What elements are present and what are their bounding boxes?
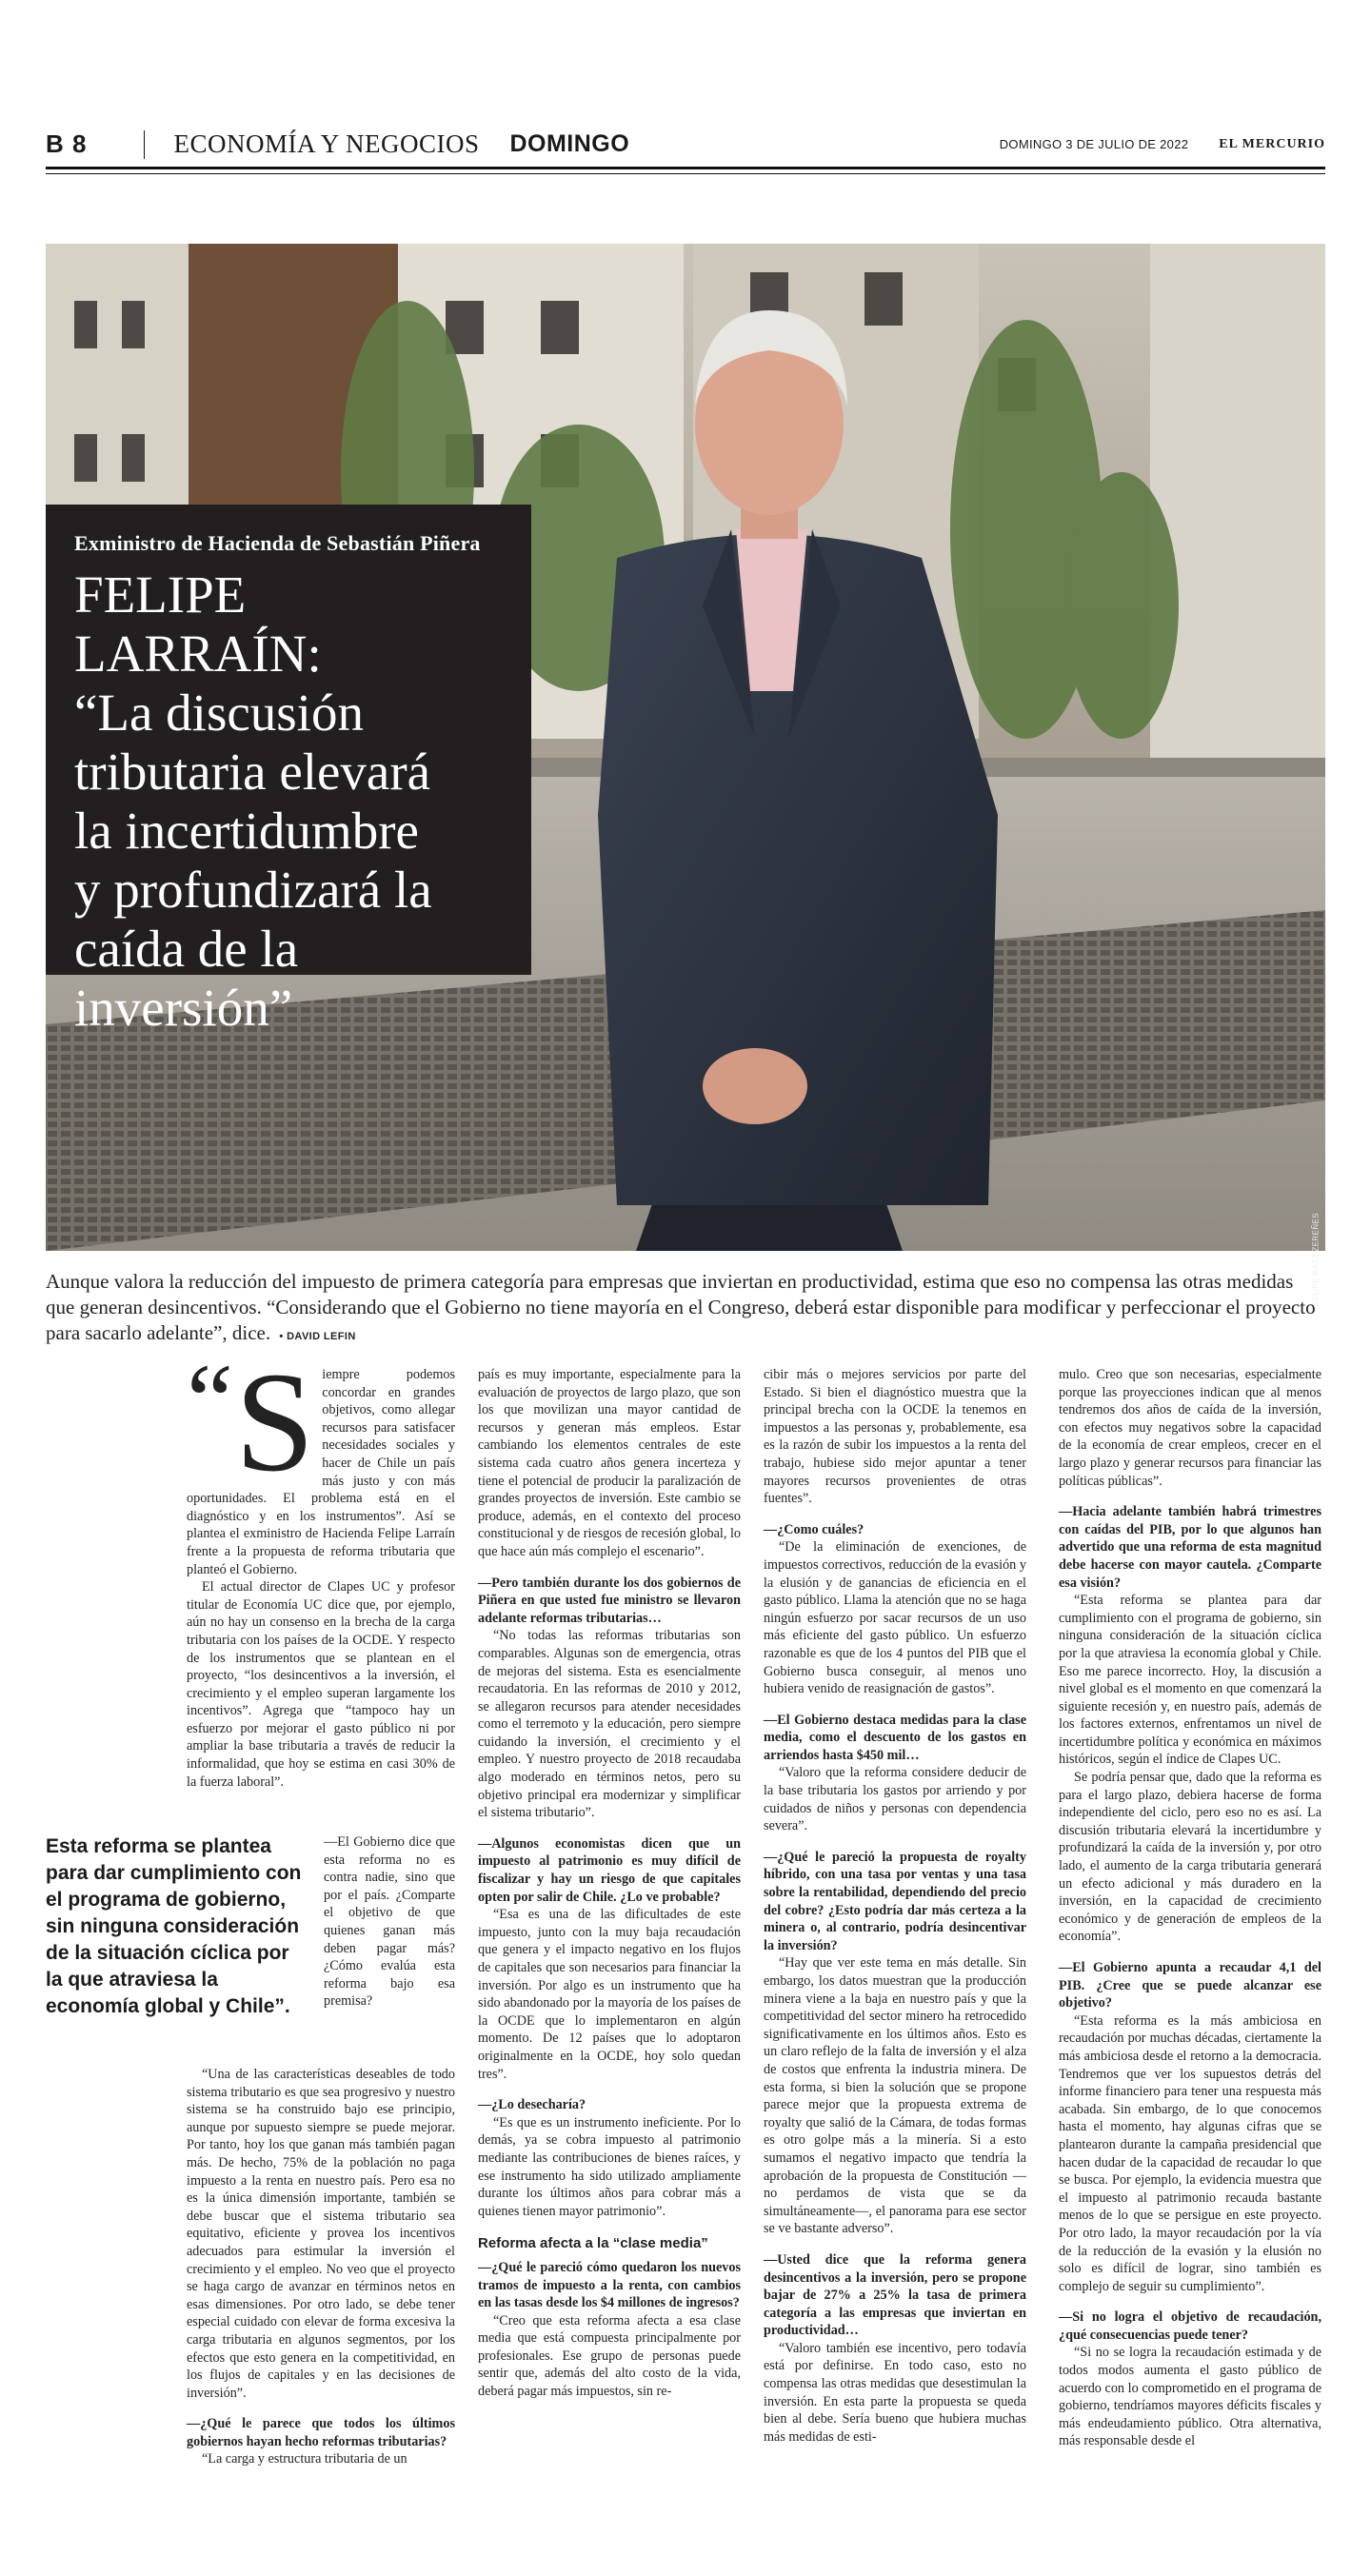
article-column-2	[478, 1366, 741, 2401]
pull-quote-text: Esta reforma se plantea para dar cumplimiento con el programa de gobierno, sin ninguna consideración de la situación cíclica por la que atraviesa la economía global y Chile”.	[46, 1835, 302, 2017]
paragraph: mulo. Creo que son necesarias, especialmente porque las proyecciones indican que al menos tendremos dos años de caída de la inversión, con efectos muy negativos sobre la capacidad de la economía de crear empleos, crecer en el largo plazo y generar recursos para financiar las políticas públicas”.	[1059, 1367, 1321, 1489]
paragraph: iempre podemos concordar en grandes objetivos, como allegar recursos para satisfacer necesidades sociales y hacer de Chile un país más justo y con más oportunidades. El problema está en el diagnóstico y en los instrumentos”. Así se plantea el exministro de Hacienda Felipe Larraín frente a la propuesta de reforma tributaria que planteó el Gobierno.	[187, 1367, 455, 1577]
paragraph: “Esta reforma se plantea para dar cumplimiento con el programa de gobierno, sin ninguna consideración de la situación cíclica por la que atraviesa la economía global y Chile. Eso me parece incorrecto. Hoy, la discusión a nivel global es el momento en que comenzará la siguiente recesión y, en nuestro país, además de los factores externos, enfrentamos un nivel de incertidumbre política y económica en máximos históricos, según el índice de Clapes UC.	[1059, 1593, 1321, 1768]
paragraph: “Esta reforma es la más ambiciosa en recaudación por muchas décadas, ciertamente la más ambiciosa desde el retorno a la democracia. Tendremos que ver los supuestos detrás del informe financiero para tener una respuesta más acabada. Sin embargo, de lo que conocemos hasta el momento, hay algunas cifras que se plantearon durante la campaña presidencial que hacen dudar de la capacidad de recaudar lo que se busca. Por ejemplo, la evidencia muestra que el impuesto al patrimonio recauda bastante menos de lo que se persigue en este proyecto. Por otro lado, la mayor recaudación por la vía de la reducción de la evasión y la elusión no solo es difícil de lograr, sino también es complejo de seguir su cumplimiento”.	[1059, 2012, 1321, 2294]
headline-line: tributaria elevará	[74, 743, 431, 801]
paragraph: cibir más o mejores servicios por parte del Estado. Si bien el diagnóstico muestra que la principal brecha con la OCDE la tenemos en impuestos a las personas y, probablemente, esa es la razón de subir los impuestos a la renta del trabajo, hubiese sido mejor apuntar a tener mayores recursos provenientes de otras fuentes”.	[764, 1367, 1026, 1507]
headline	[74, 565, 503, 1038]
byline: • DAVID LEFIN	[279, 1331, 356, 1342]
paragraph: país es muy importante, especialmente para la evaluación de proyectos de largo plazo, que son los que movilizan una mayor cantidad de recursos y generan más empleos. Estar cambiando los elementos centrales de este sistema cada cuatro años genera incerteza y tiene el potencial de producir la paralización de grandes proyectos de inversión. Este cambio se produce, además, en el contexto del proceso constitucional y de riesgos de recesión global, lo que hace aún más complejo el escenario”.	[478, 1367, 741, 1559]
interview-question: —¿Como cuáles?	[764, 1521, 864, 1537]
paragraph: “Esa es una de las dificultades de este impuesto, junto con la muy baja recaudación que genera y el impacto negativo en los flujos de capitales que son necesarios para financiar la inversión. Por algo es un instrumento que ha sido abandonado por la mayoría de los países de la OCDE que lo implementaron en algún momento. De 12 países que lo adoptaron originalmente en la OCDE, hoy solo quedan tres”.	[478, 1907, 741, 2082]
paragraph: “Valoro que la reforma considere deducir de la base tributaria los gastos por arriendo y por cuidados de niños y personas con dependencia severa”.	[764, 1765, 1026, 1834]
interview-question: —Usted dice que la reforma genera desincentivos a la inversión, pero se propone bajar de 27% a 25% la tasa de primera categoría a las empresas que inviertan en productividad…	[764, 2251, 1026, 2339]
newspaper-name: EL MERCURIO	[1219, 136, 1325, 151]
paragraph: “Hay que ver este tema en más detalle. Sin embargo, los datos muestran que la producción minera viene a la baja en nuestro país y que la competitividad del sector minero ha retrocedido significativamente en los últimos años. Esto es un claro reflejo de la falta de inversión y el alza de costos que enfrenta la industria minera. De esta forma, si bien la solución que se propone parece mejor que la propuesta extrema de royalty que salió de la Cámara, de todas formas es otro golpe más a la minería. Si a esto sumamos el negativo impacto que tendría la aprobación de la propuesta de Constitución —no perdamos de vista que se da simultáneamente—, el panorama para ese sector se ve bastante adverso”.	[764, 1955, 1026, 2237]
interview-question: —Hacia adelante también habrá trimestres con caídas del PIB, por lo que algunos han advertido que una reforma de esta magnitud debe hacerse con mayor cautela. ¿Comparte esa visión?	[1059, 1504, 1321, 1591]
headline-box	[46, 505, 531, 1037]
paragraph: “Es que es un instrumento ineficiente. Por lo demás, ya se cobra impuesto al patrimonio mediante las contribuciones de bienes raíces, y ese instrumento ha sido utilizado ampliamente durante los últimos años para cobrar más a quienes tienen mayor patrimonio”.	[478, 2114, 741, 2219]
article-column-1-continued	[187, 2066, 455, 2468]
opening-quote-mark: “	[187, 1342, 233, 1458]
paragraph: “La carga y estructura tributaria de un	[202, 2451, 407, 2467]
section-title: ECONOMÍA Y NEGOCIOS	[173, 129, 480, 158]
section-day: DOMINGO	[509, 130, 630, 157]
paragraph: Se podría pensar que, dado que la reforma es para el largo plazo, debiera hacerse de forma independiente del ciclo, pero eso no es así. La discusión tributaria elevará la incertidumbre y profundizará la caída de la inversión y, por otro lado, el aumento de la carga tributaria generará un efecto adicional y más duradero en la inversión, en la capacidad de crecimiento económico y de generación de empleos de la economía”.	[1059, 1770, 1321, 1945]
drop-cap: S	[234, 1343, 315, 1501]
interview-question: —¿Qué le pareció cómo quedaron los nuevos tramos de impuesto a la renta, con cambios en las tasas desde los $4 millones de ingresos?	[478, 2259, 741, 2311]
headline-line: y profundizará la	[74, 861, 432, 919]
interview-question: —¿Qué le parece que todos los últimos gobiernos hayan hecho reformas tributarias?	[187, 2416, 455, 2449]
page-number: B 8	[46, 129, 88, 158]
interview-question: —Algunos economistas dicen que un impuesto al patrimonio es muy difícil de fiscalizar y hay un riesgo de que capitales opten por salir de Chile. ¿Lo ve probable?	[478, 1835, 741, 1905]
headline-line: “La discusión	[74, 684, 364, 742]
masthead-right	[1000, 137, 1325, 152]
paragraph: “Si no se logra la recaudación estimada y de todos modos aumenta el gasto público de acuerdo con lo comprometido en el programa de gobierno, tendríamos mayores déficits fiscales y más endeudamiento público. Otra alternativa, más responsable desde el	[1059, 2345, 1321, 2449]
interview-question: —¿Qué le pareció la propuesta de royalty híbrido, con una tasa por ventas y una tasa sobre la rentabilidad, dependiendo del precio del cobre? ¿Esto podría dar más certeza a la minera o, al contrario, podría desincentivar la inversión?	[764, 1849, 1026, 1953]
interview-question: —El Gobierno destaca medidas para la clase media, como el descuento de los gastos en arriendos hasta $450 mil…	[764, 1712, 1026, 1763]
photo-credit: FELIPE RAZZ ZEREÑES	[1311, 1213, 1320, 1307]
headline-line: inversión”	[74, 979, 293, 1037]
paragraph: “Creo que esta reforma afecta a esa clase media que está compuesta principalmente por profesionales. Ese grupo de personas puede sentir que, además del alto costo de la vida, deberá pagar más impuestos, sin re-	[478, 2312, 741, 2400]
subheading: Reforma afecta a la “clase media”	[478, 2235, 708, 2252]
headline-line: la incertidumbre	[74, 802, 419, 860]
interview-question: —Si no logra el objetivo de recaudación, ¿qué consecuencias puede tener?	[1059, 2309, 1321, 2343]
article-column-1-question	[324, 1833, 455, 2011]
paragraph: El actual director de Clapes UC y profesor titular de Economía UC dice que, por ejemplo, aún no hay un consenso en la brecha de la carga tributaria con los países de la OCDE. Y respecto de los instrumentos que se plantean en el proyecto, “los desincentivos a la inversión, el crecimiento y el empleo superan largamente los incentivos”. Agrega que “tampoco hay un esfuerzo por mejorar el gasto público ni por ampliar la base tributaria a través de reducir la informalidad, que hoy se estima en casi 30% de la fuerza laboral”.	[187, 1579, 455, 1790]
interview-question: —El Gobierno apunta a recaudar 4,1 del PIB. ¿Cree que se puede alcanzar ese objetivo?	[1059, 1960, 1321, 2011]
article-column-4	[1059, 1366, 1321, 2450]
edition-date: DOMINGO 3 DE JULIO DE 2022	[999, 137, 1189, 151]
kicker: Exministro de Hacienda de Sebastián Piñera	[74, 531, 481, 555]
headline-line: caída de la	[74, 920, 299, 978]
paragraph: “Una de las características deseables de todo sistema tributario es que sea progresivo y nuestro sistema se ha construido bajo ese principio, aunque por supuesto siempre se puede mejorar. Por tanto, hoy los que ganan más también pagan más. De hecho, 75% de la población no paga impuesto a la renta en nuestro país. Pero esa no es la única dimensión importante, también se debe buscar que el sistema tributario sea equitativo, eficiente y provea los incentivos adecuados para estimular la inversión el crecimiento y el empleo. No veo que el proyecto se haga cargo de avanzar en términos netos en esas dimensiones. Por otro lado, se debe tener especial cuidado con elevar de forma excesiva la carga tributaria en algunos segmentos, por los efectos que esto genera en la competitividad, en los flujos de capitales y en las decisiones de inversión”.	[187, 2067, 455, 2401]
masthead	[46, 122, 1325, 169]
lead-text: Aunque valora la reducción del impuesto de primera categoría para empresas que inviertan en productividad, estima que eso no compensa las otras medidas que generan desincentivos. “Considerando que el Gobierno no tiene mayoría en el Congreso, deberá estar disponible para modificar y perfeccionar el proyecto para sacarlo adelante”, dice.	[46, 1270, 1316, 1344]
opening-paragraph	[187, 1342, 455, 1578]
lead-paragraph	[46, 1269, 1325, 1350]
headline-line: FELIPE LARRAÍN:	[74, 565, 322, 683]
pull-quote	[46, 1833, 303, 2020]
article-column-1	[187, 1342, 455, 1791]
masthead-divider	[144, 130, 145, 159]
paragraph: “No todas las reformas tributarias son comparables. Algunas son de emergencia, otras de mejoras del sistema. Esta es esencialmente recaudatoria. En las reformas de 2010 y 2012, se allegaron recursos para atender necesidades como el terremoto y la educación, pero siempre cuidando la inversión, el crecimiento y el empleo. Y nuestro proyecto de 2018 recaudaba algo moderado en términos netos, pero su objetivo principal era modernizar y simplificar el sistema tributario”.	[478, 1628, 741, 1821]
interview-question: —¿Lo desecharía?	[478, 2097, 586, 2113]
interview-question: —Pero también durante los dos gobiernos de Piñera en que usted fue ministro se llevaron adelante reformas tributarias…	[478, 1575, 741, 1626]
interview-question: —El Gobierno dice que esta reforma no es contra nadie, sino que por el país. ¿Comparte el objetivo de que quienes ganan más deben pagar más? ¿Cómo evalúa esta reforma bajo esa premisa?	[324, 1834, 455, 2010]
article-column-3	[764, 1366, 1026, 2446]
paragraph: “De la eliminación de exenciones, de impuestos correctivos, reducción de la evasión y la elusión y de ganancias de eficiencia en el gasto público. Llama la atención que no se haga ningún esfuerzo por sacar recursos de un uso más eficiente del gasto público. Un esfuerzo razonable es que de los 4 puntos del PIB que el Gobierno busca conseguir, al menos uno hubiera venido de reasignación de gastos”.	[764, 1539, 1026, 1697]
paragraph: “Valoro también ese incentivo, pero todavía está por definirse. En todo caso, esto no compensa las otras medidas que desestimulan la inversión. En esta parte la propuesta se queda bien al debe. Sería bueno que hubiera muchas más medidas de esti-	[764, 2340, 1026, 2445]
